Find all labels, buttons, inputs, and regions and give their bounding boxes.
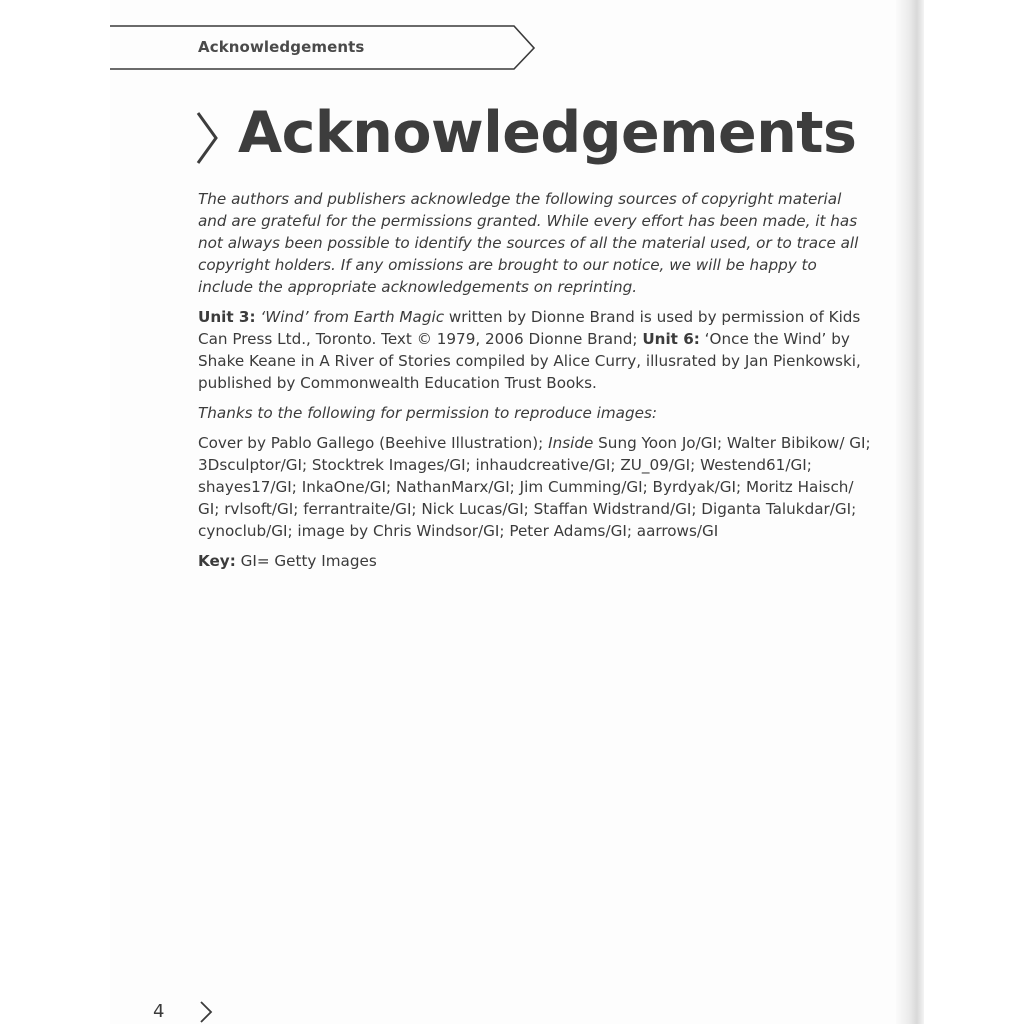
intro-paragraph: The authors and publishers acknowledge the following sources of copyright material and are grateful for the permissions granted. While every effort has been made, it has not always been possible to identify the sources of all the material used, or to trace all copyright holders. If any omissions are brought to our notice, we will be happy to include the appropriate acknowledgements on reprinting. xyxy=(198,190,859,296)
page-edge-shadow xyxy=(896,0,924,1024)
text-credits-paragraph xyxy=(198,306,874,394)
unit3-label: Unit 3: xyxy=(198,308,256,326)
header-label: Acknowledgements xyxy=(198,38,365,56)
page-number: 4 xyxy=(153,1001,165,1022)
unit6-text: ‘Once the Wind’ by Shake Keane in A River of Stories compiled by Alice Curry, illusrated by Jan Pienkowski, published by Commonwealth Education Trust Books. xyxy=(198,330,861,392)
inside-label: Inside xyxy=(548,434,594,452)
page-title: Acknowledgements xyxy=(238,100,857,166)
unit3-title: ‘Wind’ from Earth Magic xyxy=(255,308,445,326)
images-heading: Thanks to the following for permission to reproduce images: xyxy=(198,404,658,422)
scan-margin xyxy=(924,0,1024,1024)
key-text: GI= Getty Images xyxy=(235,552,377,570)
cover-credit: Cover by Pablo Gallego (Beehive Illustration); xyxy=(198,434,549,452)
unit6-label: Unit 6: xyxy=(642,330,700,348)
inside-credits: Sung Yoon Jo/GI; Walter Bibikow/ GI; 3Dsculptor/GI; Stocktrek Images/GI; inhaudcreative/GI; ZU_09/GI; Westend61/GI; shayes17/GI; InkaOne/GI; NathanMarx/GI; Jim Cumming/GI; Byrdyak/GI; Moritz Haisch/ GI; rvlsoft/GI; ferrantraite/GI; Nick Lucas/GI; Staffan Widstrand/GI; Diganta Talukdar/GI; cynoclub/GI; image by Chris Windsor/GI; Peter Adams/GI; aarrows/GI xyxy=(198,434,871,540)
image-credits-paragraph xyxy=(198,432,874,542)
footer-chevron-icon xyxy=(198,1000,214,1024)
header-tab xyxy=(110,24,538,72)
key-label: Key: xyxy=(198,552,236,570)
unit3-text: written by Dionne Brand is used by permission of Kids Can Press Ltd., Toronto. Text © 1979, 2006 Dionne Brand; xyxy=(198,308,861,348)
main-content xyxy=(198,188,874,580)
key-paragraph xyxy=(198,550,874,572)
chevron-right-icon xyxy=(194,110,220,166)
